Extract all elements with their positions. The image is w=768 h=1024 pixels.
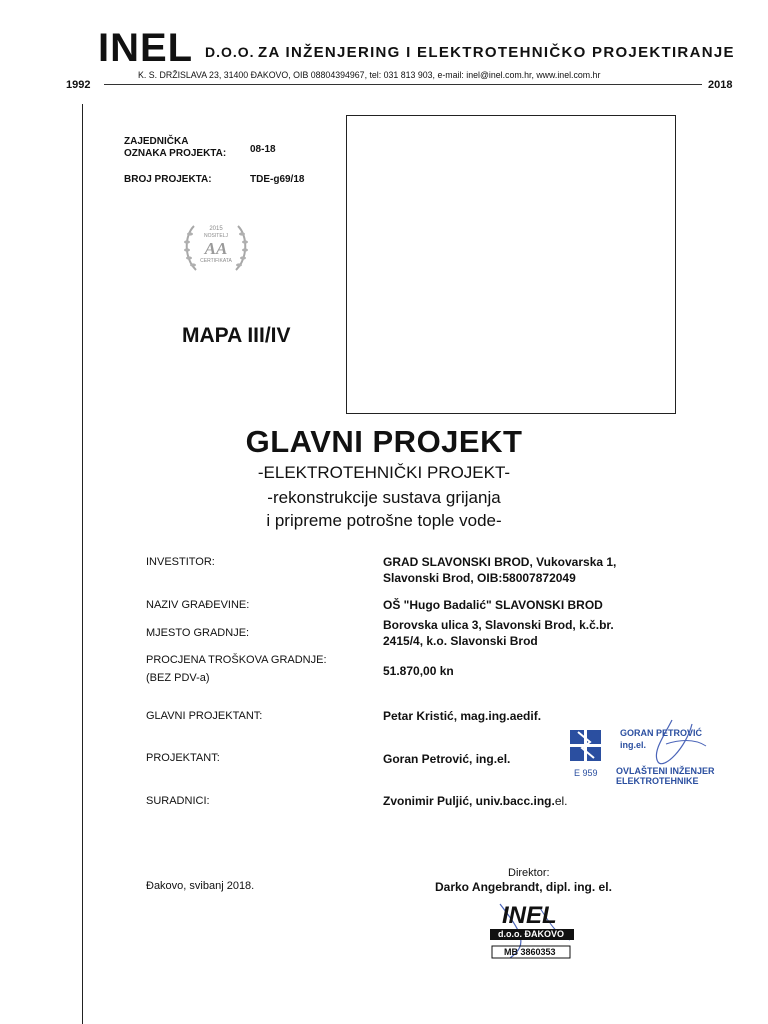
seal-mark: AA: [204, 239, 228, 258]
company-tagline: ZA INŽENJERING I ELEKTROTEHNIČKO PROJEKTIRANJE: [258, 44, 735, 61]
cost-value: 51.870,00 kn: [383, 664, 454, 678]
director-name: Darko Angebrandt, dipl. ing. el.: [435, 880, 612, 894]
document-subtitle-2: -rekonstrukcije sustava grijanja: [267, 488, 501, 507]
image-frame: [346, 115, 676, 414]
building-label: NAZIV GRAĐEVINE:: [146, 599, 250, 611]
year-right: 2018: [708, 79, 733, 91]
seal-line2: CERTIFIKATA: [200, 258, 232, 264]
seal-year: 2015: [209, 226, 223, 232]
document-subtitle-1: -ELEKTROTEHNIČKI PROJEKT-: [257, 463, 511, 482]
project-number-label: BROJ PROJEKTA:: [124, 174, 212, 185]
seal-line1: NOSITELJ: [204, 233, 228, 239]
place-date: Đakovo, svibanj 2018.: [146, 880, 255, 892]
document-subtitle-3: i pripreme potrošne tople vode-: [266, 511, 502, 530]
designer-label: PROJEKTANT:: [146, 752, 220, 764]
location-value: Borovska ulica 3, Slavonski Brod, k.č.br. 2415/4, k.o. Slavonski Brod: [383, 618, 614, 648]
building-value: OŠ "Hugo Badalić" SLAVONSKI BROD: [383, 598, 603, 612]
joint-label-1: ZAJEDNIČKA: [124, 136, 189, 147]
company-name: INEL: [98, 26, 194, 70]
joint-value: 08-18: [250, 144, 276, 155]
document-title: GLAVNI PROJEKT: [245, 424, 523, 459]
location-label: MJESTO GRADNJE:: [146, 627, 250, 639]
company-suffix: D.O.O.: [205, 44, 255, 60]
director-label: Direktor:: [508, 867, 550, 879]
investor-label: INVESTITOR:: [146, 556, 215, 568]
investor-value: GRAD SLAVONSKI BROD, Vukovarska 1, Slavonski Brod, OIB:58007872049: [383, 555, 617, 585]
joint-label-2: OZNAKA PROJEKTA:: [124, 148, 227, 159]
folder-label: MAPA III/IV: [182, 324, 291, 347]
aa-certificate-seal: [180, 218, 252, 276]
year-left: 1992: [66, 79, 91, 91]
engineer-stamp: GORAN PETROVIĆ ing.el. E 959 OVLAŠTENI INŽENJER ELEKTROTEHNIKE: [568, 718, 728, 790]
associates-value: Zvonimir Puljić, univ.bacc.ing.el.: [383, 794, 568, 808]
chief-designer-value: Petar Kristić, mag.ing.aedif.: [383, 709, 542, 723]
cost-label: PROCJENA TROŠKOVA GRADNJE: (BEZ PDV-a): [146, 654, 327, 684]
company-address: K. S. DRŽISLAVA 23, 31400 ĐAKOVO, OIB 08804394967, tel: 031 813 903, e-mail: inel@inel.com.hr, www.inel.com.hr: [138, 70, 601, 80]
margin-line: [82, 104, 83, 1024]
designer-value: Goran Petrović, ing.el.: [383, 752, 511, 766]
project-number-value: TDE-g69/18: [250, 174, 305, 185]
company-stamp: INEL d.o.o. ĐAKOVO MB 3860353: [480, 900, 580, 966]
header-divider: [104, 84, 702, 85]
associates-label: SURADNICI:: [146, 795, 210, 807]
chief-designer-label: GLAVNI PROJEKTANT:: [146, 710, 263, 722]
